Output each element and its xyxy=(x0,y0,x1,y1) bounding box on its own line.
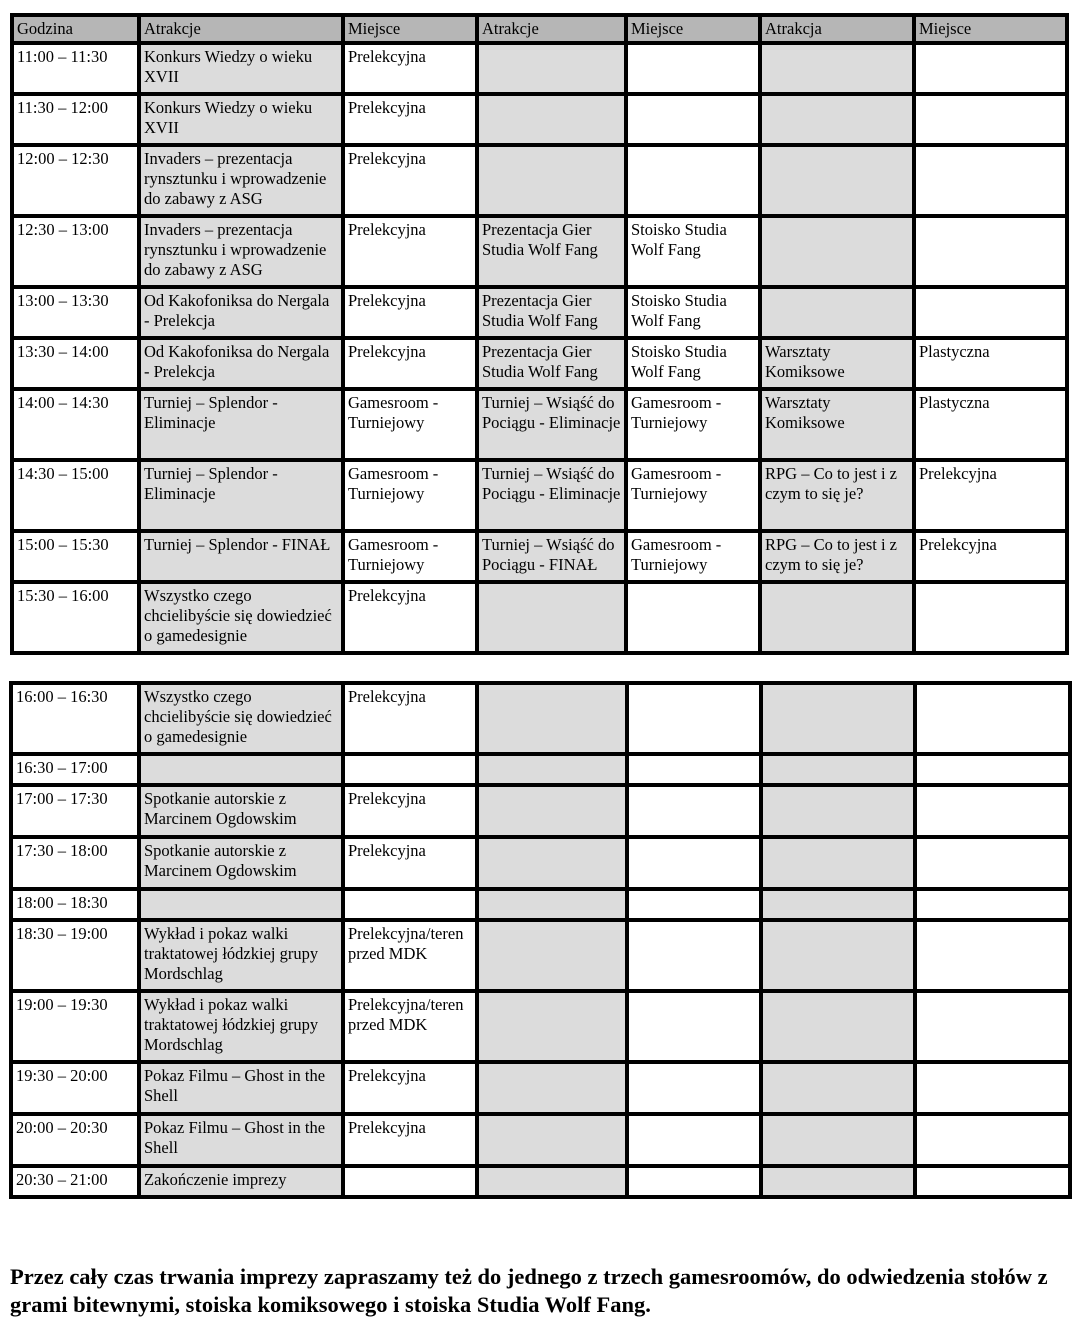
attraction-cell xyxy=(761,920,915,991)
place-cell xyxy=(627,683,761,754)
table-row xyxy=(12,43,1067,94)
table-row xyxy=(11,1062,1070,1114)
place-cell: Prelekcyjna/teren przed MDK xyxy=(343,920,477,991)
attraction-cell xyxy=(477,1166,627,1197)
attraction-cell xyxy=(760,582,914,653)
table-row xyxy=(11,837,1070,889)
place-cell: Prelekcyjna xyxy=(343,837,477,889)
attraction-cell xyxy=(760,287,914,338)
time-cell: 18:00 – 18:30 xyxy=(11,889,139,920)
attraction-cell: Warsztaty Komiksowe xyxy=(760,389,914,460)
place-cell xyxy=(914,94,1067,145)
time-cell: 12:30 – 13:00 xyxy=(12,216,139,287)
place-cell: Prelekcyjna xyxy=(343,43,477,94)
attraction-cell xyxy=(477,785,627,837)
attraction-cell: Wykład i pokaz walki traktatowej łódzkiej grupy Mordschlag xyxy=(139,920,343,991)
attraction-cell xyxy=(477,754,627,785)
attraction-cell xyxy=(477,43,626,94)
attraction-cell: Warsztaty Komiksowe xyxy=(760,338,914,389)
column-header: Atrakcja xyxy=(760,15,914,43)
place-cell: Prelekcyjna xyxy=(914,531,1067,582)
attraction-cell xyxy=(139,889,343,920)
place-cell: Stoisko Studia Wolf Fang xyxy=(626,216,760,287)
attraction-cell: Zakończenie imprezy xyxy=(139,1166,343,1197)
attraction-cell: Turniej – Wsiąść do Pociągu - Eliminacje xyxy=(477,389,626,460)
table-row xyxy=(12,389,1067,460)
place-cell xyxy=(914,287,1067,338)
place-cell xyxy=(915,837,1070,889)
table-row xyxy=(11,754,1070,785)
attraction-cell xyxy=(139,754,343,785)
column-header: Atrakcje xyxy=(477,15,626,43)
place-cell xyxy=(914,145,1067,216)
attraction-cell: Prezentacja Gier Studia Wolf Fang xyxy=(477,287,626,338)
place-cell: Gamesroom - Turniejowy xyxy=(343,460,477,531)
place-cell xyxy=(915,785,1070,837)
attraction-cell: Od Kakofoniksa do Nergala - Prelekcja xyxy=(139,287,343,338)
attraction-cell: Turniej – Wsiąść do Pociągu - Eliminacje xyxy=(477,460,626,531)
place-cell: Gamesroom - Turniejowy xyxy=(626,460,760,531)
place-cell xyxy=(915,754,1070,785)
place-cell: Gamesroom - Turniejowy xyxy=(626,531,760,582)
attraction-cell: Turniej – Splendor - FINAŁ xyxy=(139,531,343,582)
attraction-cell xyxy=(761,837,915,889)
time-cell: 12:00 – 12:30 xyxy=(12,145,139,216)
place-cell xyxy=(627,1166,761,1197)
time-cell: 15:00 – 15:30 xyxy=(12,531,139,582)
attraction-cell xyxy=(477,889,627,920)
time-cell: 11:00 – 11:30 xyxy=(12,43,139,94)
header-row xyxy=(12,15,1067,43)
place-cell: Prelekcyjna xyxy=(343,338,477,389)
time-cell: 14:00 – 14:30 xyxy=(12,389,139,460)
attraction-cell: Pokaz Filmu – Ghost in the Shell xyxy=(139,1062,343,1114)
attraction-cell: Wszystko czego chcielibyście się dowiedzieć o gamedesignie xyxy=(139,582,343,653)
attraction-cell xyxy=(761,1062,915,1114)
place-cell xyxy=(915,920,1070,991)
table-row xyxy=(11,1114,1070,1166)
place-cell xyxy=(915,1166,1070,1197)
time-cell: 13:00 – 13:30 xyxy=(12,287,139,338)
column-header: Miejsce xyxy=(626,15,760,43)
time-cell: 11:30 – 12:00 xyxy=(12,94,139,145)
schedule-table-part1 xyxy=(10,13,1069,655)
place-cell xyxy=(343,1166,477,1197)
table-row xyxy=(11,1166,1070,1197)
attraction-cell xyxy=(761,1166,915,1197)
place-cell: Prelekcyjna xyxy=(343,216,477,287)
place-cell xyxy=(343,754,477,785)
attraction-cell xyxy=(761,785,915,837)
attraction-cell xyxy=(761,991,915,1062)
attraction-cell: Konkurs Wiedzy o wieku XVII xyxy=(139,43,343,94)
place-cell: Stoisko Studia Wolf Fang xyxy=(626,338,760,389)
attraction-cell: Turniej – Splendor - Eliminacje xyxy=(139,389,343,460)
table-row xyxy=(11,889,1070,920)
place-cell xyxy=(627,920,761,991)
attraction-cell xyxy=(477,582,626,653)
time-cell: 16:30 – 17:00 xyxy=(11,754,139,785)
attraction-cell xyxy=(477,1062,627,1114)
attraction-cell: Invaders – prezentacja rynsztunku i wprowadzenie do zabawy z ASG xyxy=(139,216,343,287)
place-cell: Prelekcyjna xyxy=(914,460,1067,531)
table-row xyxy=(12,531,1067,582)
place-cell xyxy=(627,837,761,889)
attraction-cell: Konkurs Wiedzy o wieku XVII xyxy=(139,94,343,145)
place-cell xyxy=(627,1062,761,1114)
time-cell: 20:00 – 20:30 xyxy=(11,1114,139,1166)
attraction-cell: Turniej – Wsiąść do Pociągu - FINAŁ xyxy=(477,531,626,582)
table-row xyxy=(11,991,1070,1062)
place-cell xyxy=(627,1114,761,1166)
column-header: Godzina xyxy=(12,15,139,43)
attraction-cell: Wykład i pokaz walki traktatowej łódzkiej grupy Mordschlag xyxy=(139,991,343,1062)
place-cell: Stoisko Studia Wolf Fang xyxy=(626,287,760,338)
attraction-cell xyxy=(761,1114,915,1166)
time-cell: 19:00 – 19:30 xyxy=(11,991,139,1062)
place-cell: Gamesroom - Turniejowy xyxy=(343,389,477,460)
column-header: Atrakcje xyxy=(139,15,343,43)
place-cell xyxy=(627,991,761,1062)
attraction-cell xyxy=(477,991,627,1062)
attraction-cell xyxy=(761,889,915,920)
place-cell xyxy=(915,889,1070,920)
table-row xyxy=(12,145,1067,216)
place-cell xyxy=(343,889,477,920)
place-cell: Gamesroom - Turniejowy xyxy=(343,531,477,582)
attraction-cell: Invaders – prezentacja rynsztunku i wprowadzenie do zabawy z ASG xyxy=(139,145,343,216)
place-cell xyxy=(627,785,761,837)
footer-note: Przez cały czas trwania imprezy zapraszamy też do jednego z trzech gamesroomów, do odwiedzenia stołów z grami bitewnymi, stoiska komiksowego i stoiska Studia Wolf Fang. xyxy=(10,1264,1048,1317)
table-row xyxy=(12,94,1067,145)
attraction-cell xyxy=(477,683,627,754)
attraction-cell: RPG – Co to jest i z czym to się je? xyxy=(760,460,914,531)
time-cell: 17:30 – 18:00 xyxy=(11,837,139,889)
time-cell: 14:30 – 15:00 xyxy=(12,460,139,531)
attraction-cell xyxy=(477,1114,627,1166)
place-cell: Prelekcyjna xyxy=(343,1062,477,1114)
attraction-cell xyxy=(477,94,626,145)
place-cell: Prelekcyjna/teren przed MDK xyxy=(343,991,477,1062)
place-cell xyxy=(915,1114,1070,1166)
table-row xyxy=(11,920,1070,991)
place-cell xyxy=(914,43,1067,94)
attraction-cell: Od Kakofoniksa do Nergala - Prelekcja xyxy=(139,338,343,389)
time-cell: 20:30 – 21:00 xyxy=(11,1166,139,1197)
time-cell: 17:00 – 17:30 xyxy=(11,785,139,837)
place-cell xyxy=(915,683,1070,754)
attraction-cell: Spotkanie autorskie z Marcinem Ogdowskim xyxy=(139,837,343,889)
place-cell: Prelekcyjna xyxy=(343,683,477,754)
attraction-cell xyxy=(477,920,627,991)
place-cell: Prelekcyjna xyxy=(343,145,477,216)
attraction-cell: Prezentacja Gier Studia Wolf Fang xyxy=(477,216,626,287)
place-cell xyxy=(914,216,1067,287)
column-header: Miejsce xyxy=(343,15,477,43)
attraction-cell: Wszystko czego chcielibyście się dowiedzieć o gamedesignie xyxy=(139,683,343,754)
place-cell xyxy=(626,582,760,653)
place-cell: Prelekcyjna xyxy=(343,582,477,653)
place-cell: Prelekcyjna xyxy=(343,287,477,338)
attraction-cell: Turniej – Splendor - Eliminacje xyxy=(139,460,343,531)
place-cell: Gamesroom - Turniejowy xyxy=(626,389,760,460)
time-cell: 18:30 – 19:00 xyxy=(11,920,139,991)
table-row xyxy=(11,785,1070,837)
place-cell xyxy=(627,889,761,920)
attraction-cell xyxy=(761,683,915,754)
attraction-cell xyxy=(477,145,626,216)
attraction-cell xyxy=(760,216,914,287)
place-cell xyxy=(627,754,761,785)
attraction-cell: Pokaz Filmu – Ghost in the Shell xyxy=(139,1114,343,1166)
attraction-cell xyxy=(760,43,914,94)
place-cell xyxy=(626,43,760,94)
table-row xyxy=(12,338,1067,389)
attraction-cell xyxy=(760,94,914,145)
column-header: Miejsce xyxy=(914,15,1067,43)
place-cell: Prelekcyjna xyxy=(343,1114,477,1166)
table-row xyxy=(12,216,1067,287)
table-row xyxy=(12,287,1067,338)
place-cell: Plastyczna xyxy=(914,389,1067,460)
place-cell xyxy=(914,582,1067,653)
attraction-cell: RPG – Co to jest i z czym to się je? xyxy=(760,531,914,582)
time-cell: 19:30 – 20:00 xyxy=(11,1062,139,1114)
attraction-cell: Prezentacja Gier Studia Wolf Fang xyxy=(477,338,626,389)
table-row xyxy=(12,582,1067,653)
place-cell: Prelekcyjna xyxy=(343,94,477,145)
place-cell xyxy=(626,145,760,216)
place-cell: Plastyczna xyxy=(914,338,1067,389)
attraction-cell xyxy=(761,754,915,785)
place-cell xyxy=(915,991,1070,1062)
time-cell: 16:00 – 16:30 xyxy=(11,683,139,754)
schedule-table-part2 xyxy=(9,681,1072,1199)
attraction-cell: Spotkanie autorskie z Marcinem Ogdowskim xyxy=(139,785,343,837)
attraction-cell xyxy=(760,145,914,216)
table-row xyxy=(12,460,1067,531)
table-row xyxy=(11,683,1070,754)
place-cell xyxy=(626,94,760,145)
place-cell xyxy=(915,1062,1070,1114)
time-cell: 15:30 – 16:00 xyxy=(12,582,139,653)
place-cell: Prelekcyjna xyxy=(343,785,477,837)
attraction-cell xyxy=(477,837,627,889)
time-cell: 13:30 – 14:00 xyxy=(12,338,139,389)
